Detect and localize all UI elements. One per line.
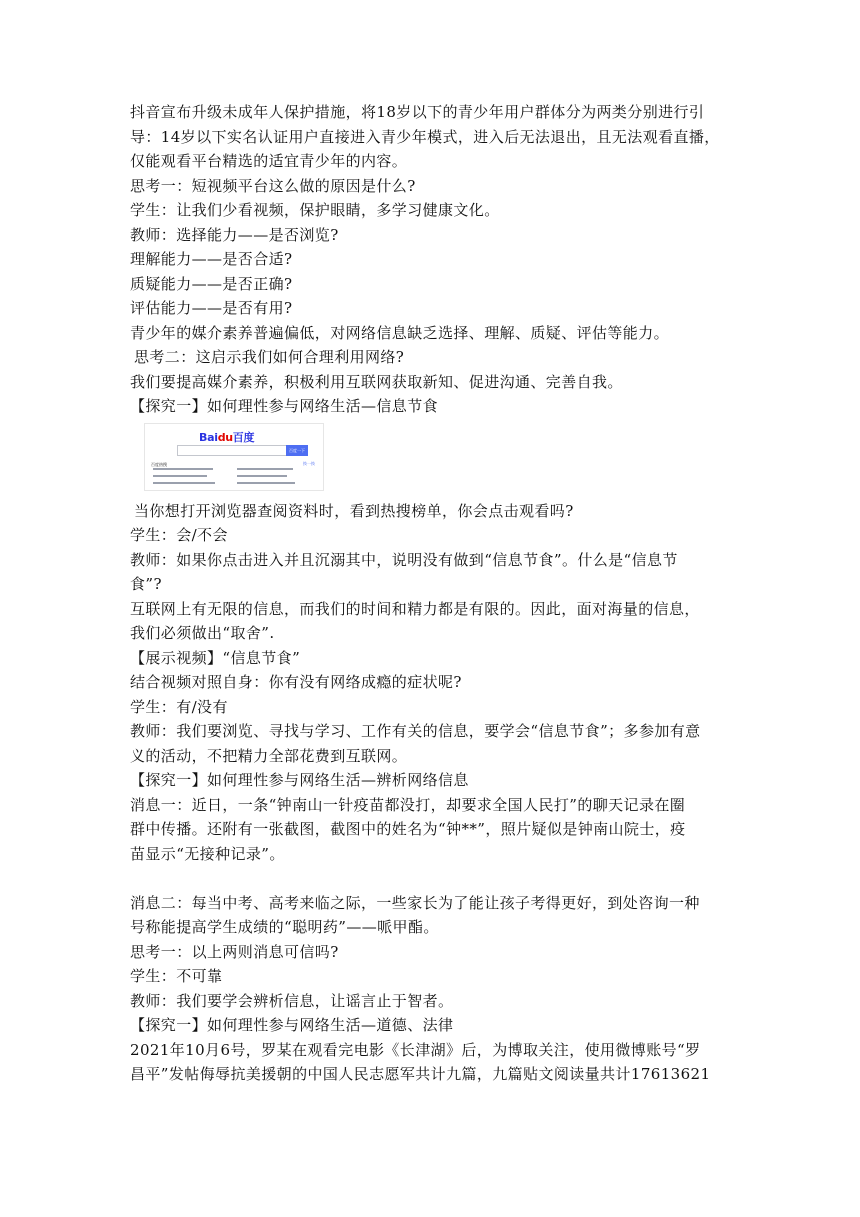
hot-list-item <box>237 475 287 477</box>
hot-list-item <box>153 475 207 477</box>
teacher-line: 教师：我们要学会辨析信息，让谣言止于智者。 <box>130 991 454 1010</box>
document-page <box>130 100 730 1087</box>
question-line: 当你想打开浏览器查阅资料时，看到热搜榜单，你会点击观看吗? <box>134 501 574 520</box>
ability-line: 理解能力——是否合适? <box>130 250 293 268</box>
message-line: 消息二：每当中考、高考来临之际，一些家长为了能让孩子考得更好，到处咨询一种 <box>130 893 700 912</box>
paragraph-line: 导：14岁以下实名认证用户直接进入青少年模式，进入后无法退出，且无法观看直播， <box>130 127 720 146</box>
student-line: 学生：会/不会 <box>130 526 228 544</box>
paragraph-line: 2021年10月6号，罗某在观看完电影《长津湖》后，为博取关注，使用微博账号“罗 <box>130 1040 701 1059</box>
paragraph-line: 互联网上有无限的信息，而我们的时间和精力都是有限的。因此，面对海量的信息， <box>130 599 700 618</box>
message-line: 群中传播。还附有一张截图，截图中的姓名为“钟**”，照片疑似是钟南山院士，疫 <box>130 820 686 838</box>
student-line: 学生：让我们少看视频，保护眼睛，多学习健康文化。 <box>130 201 500 219</box>
paragraph-line: 我们必须做出“取舍”. <box>130 624 275 642</box>
hot-list-item <box>153 468 213 470</box>
section-heading: 【探究一】如何理性参与网络生活—信息节食 <box>130 397 439 415</box>
teacher-line: 教师：选择能力——是否浏览? <box>130 225 339 244</box>
search-input <box>177 445 287 456</box>
message-line: 号称能提高学生成绩的“聪明药”——哌甲酯。 <box>130 918 439 936</box>
paragraph-line: 昌平”发帖侮辱抗美援朝的中国人民志愿军共计九篇，九篇贴文阅读量共计17613621 <box>130 1065 711 1083</box>
hot-list-title: 百度热搜 <box>151 461 167 467</box>
teacher-line: 食”? <box>130 575 162 593</box>
question-line: 思考一：以上两则消息可信吗? <box>130 942 339 961</box>
section-heading: 【探究一】如何理性参与网络生活—辨析网络信息 <box>130 771 469 789</box>
summary-line: 青少年的媒介素养普遍偏低，对网络信息缺乏选择、理解、质疑、评估等能力。 <box>130 323 670 342</box>
logo-text: du <box>217 430 233 444</box>
paragraph-line: 仅能观看平台精选的适宜青少年的内容。 <box>130 152 408 170</box>
ability-line: 评估能力——是否有用? <box>130 299 293 317</box>
question-line: 结合视频对照自身：你有没有网络成瘾的症状呢? <box>130 673 462 691</box>
student-line: 学生：不可靠 <box>130 967 223 985</box>
answer-line: 我们要提高媒介素养，积极利用互联网获取新知、促进沟通、完善自我。 <box>130 372 623 391</box>
hot-list-item <box>153 482 215 484</box>
student-line: 学生：有/没有 <box>130 697 228 716</box>
section-heading: 【探究一】如何理性参与网络生活—道德、法律 <box>130 1016 454 1034</box>
baidu-logo <box>199 429 254 445</box>
section-heading: 【展示视频】“信息节食” <box>130 648 301 667</box>
search-button: 百度一下 <box>286 445 308 456</box>
teacher-line: 教师：如果你点击进入并且沉溺其中，说明没有做到“信息节食”。什么是“信息节 <box>130 550 678 569</box>
hot-list-item <box>237 468 293 470</box>
message-line: 苗显示“无接种记录”。 <box>130 844 285 863</box>
ability-line: 质疑能力——是否正确? <box>130 274 293 293</box>
question-line: 思考一：短视频平台这么做的原因是什么? <box>130 176 416 195</box>
refresh-link: 换一换 <box>303 460 315 466</box>
teacher-line: 教师：我们要浏览、寻找与学习、工作有关的信息，要学会“信息节食”；多参加有意 <box>130 722 701 740</box>
question-line: 思考二：这启示我们如何合理利用网络? <box>134 348 405 366</box>
hot-list-item <box>237 482 295 484</box>
blank-line <box>130 866 730 891</box>
paragraph-line: 抖音宣布升级未成年人保护措施，将18岁以下的青少年用户群体分为两类分别进行引 <box>130 103 705 121</box>
logo-text: 百度 <box>232 430 255 444</box>
logo-text: Bai <box>199 430 218 444</box>
teacher-line: 义的活动，不把精力全部花费到互联网。 <box>130 746 408 765</box>
baidu-screenshot-image <box>144 423 324 491</box>
message-line: 消息一：近日，一条“钟南山一针疫苗都没打，却要求全国人民打”的聊天记录在圈 <box>130 795 686 814</box>
